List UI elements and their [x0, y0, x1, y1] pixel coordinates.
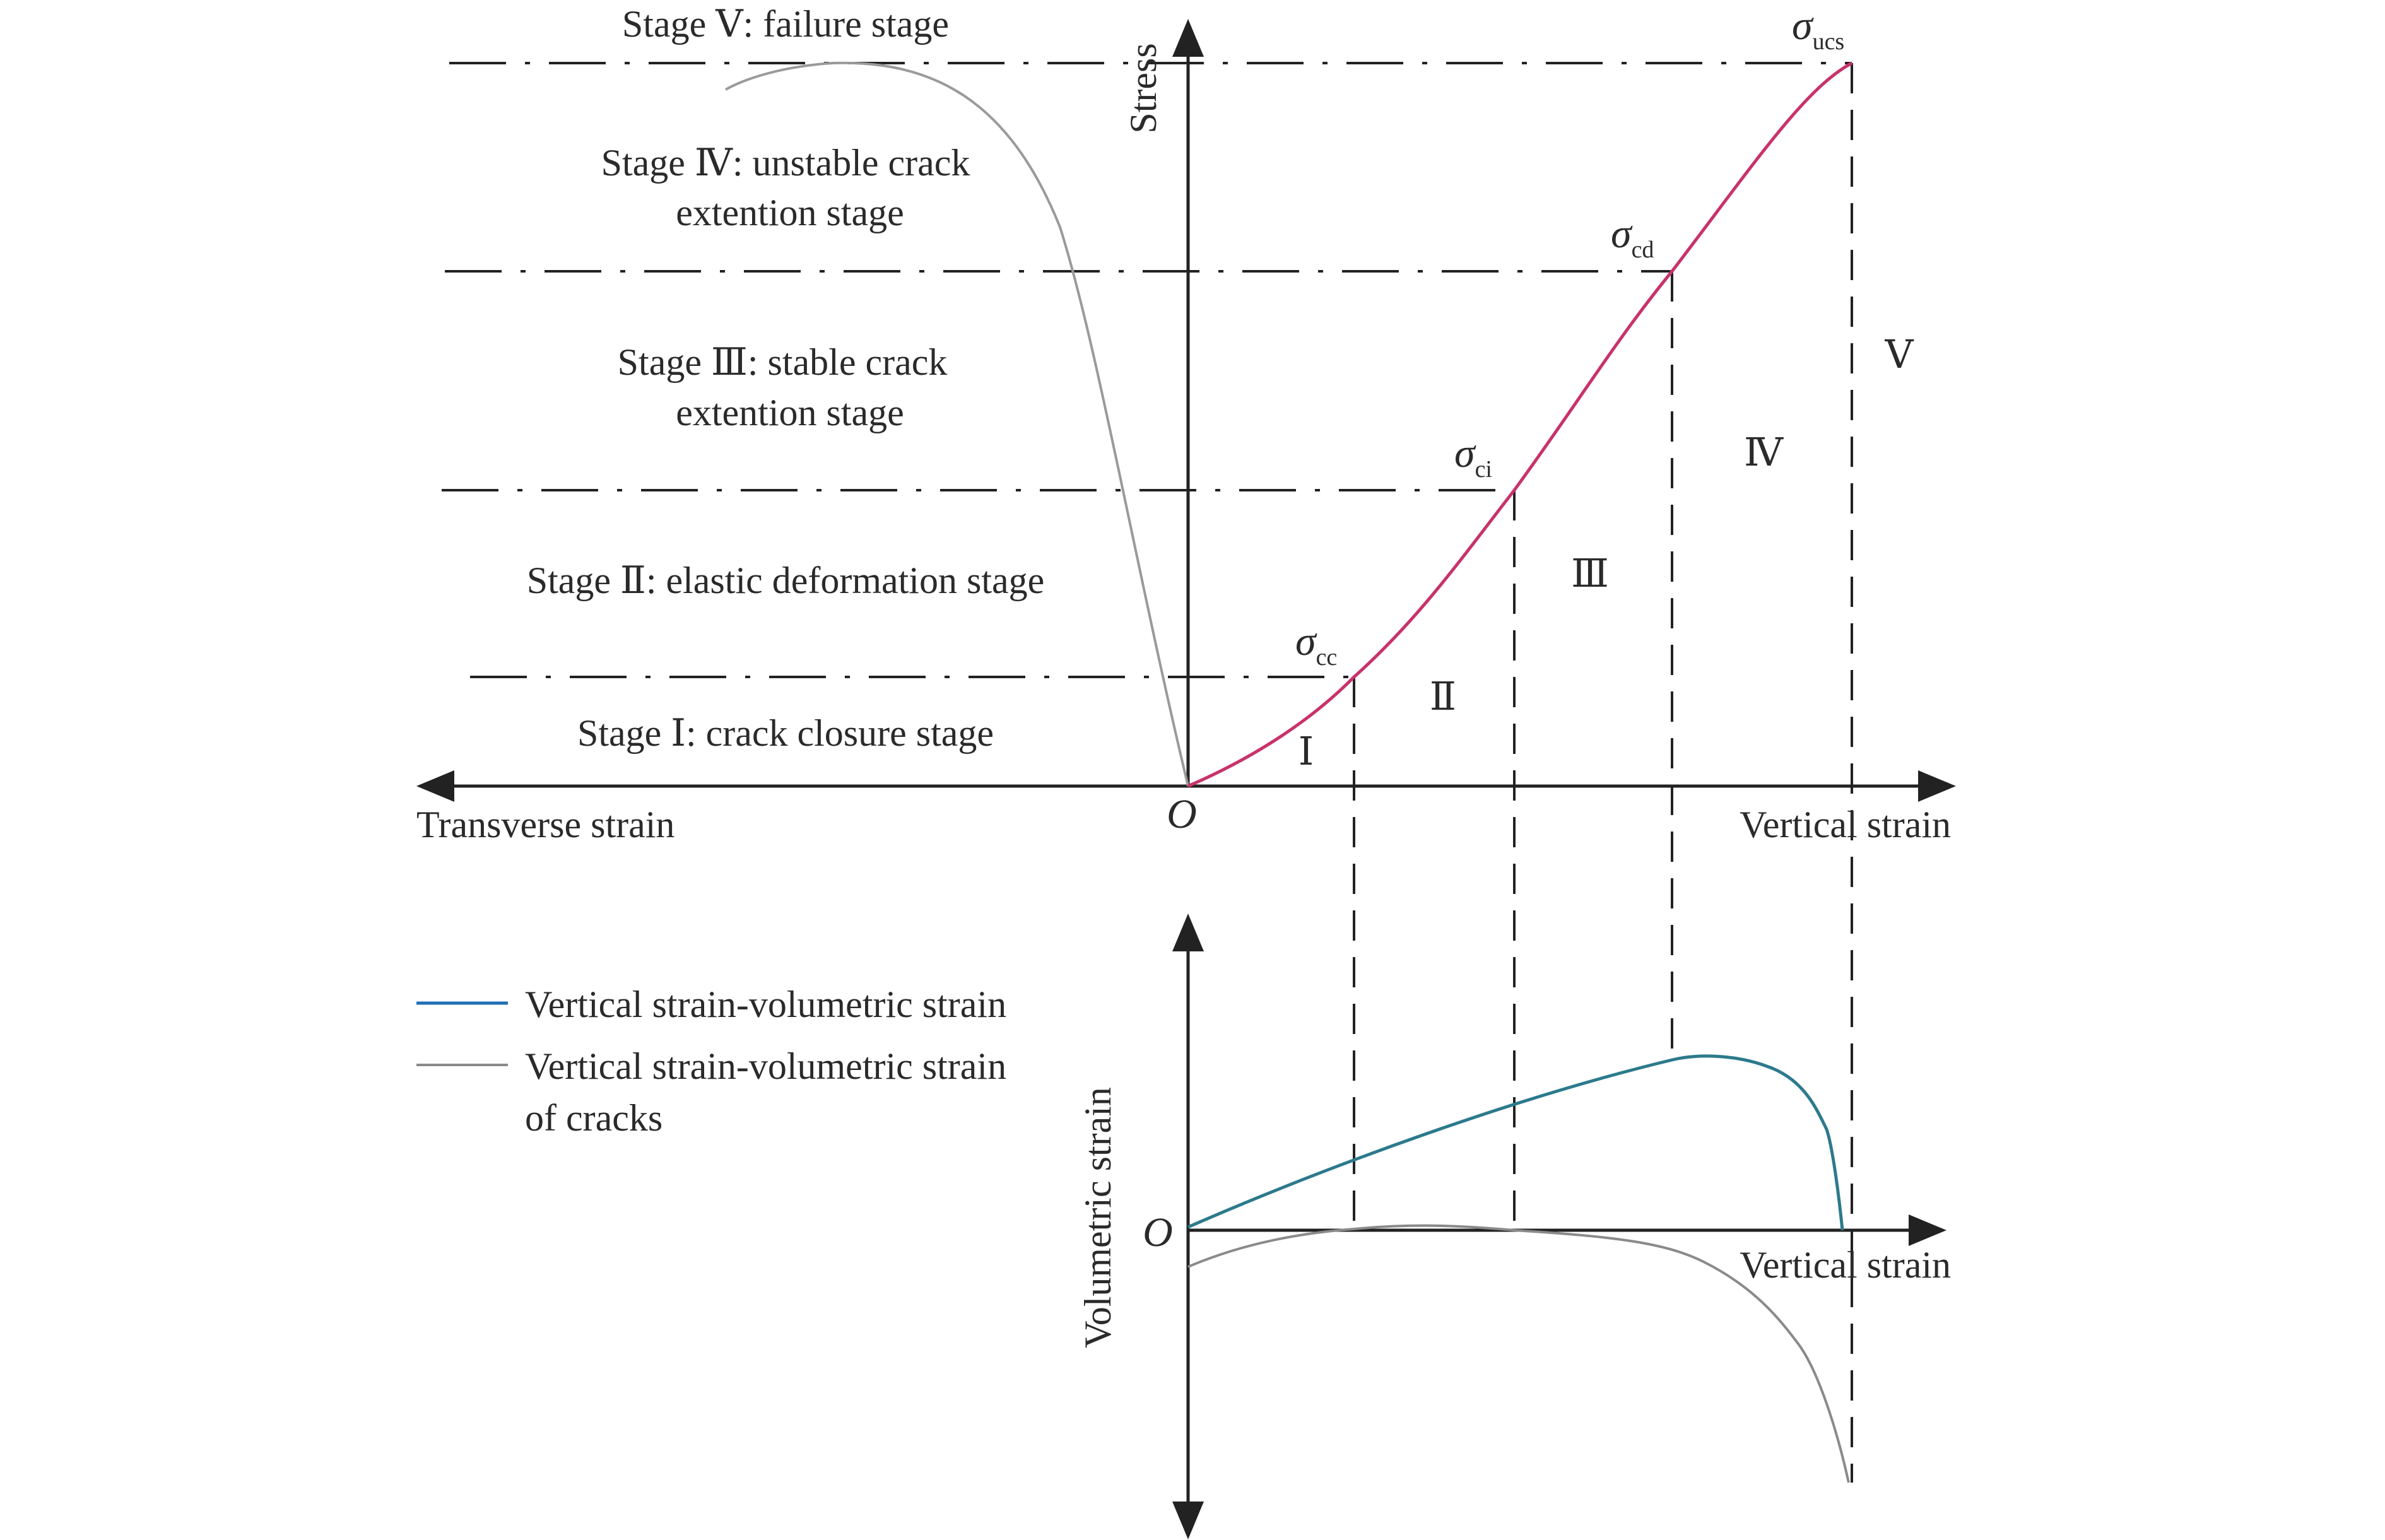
stage-i-label: Stage Ⅰ: crack closure stage	[577, 712, 994, 754]
region-i-numeral: Ⅰ	[1298, 731, 1314, 773]
stage-iv-label-2: extention stage	[676, 192, 904, 233]
legend-crack-label: Vertical strain-volumetric strain	[525, 1045, 1007, 1087]
region-iii-numeral: Ⅲ	[1571, 553, 1609, 596]
origin-bottom-label: O	[1143, 1209, 1173, 1255]
sigma-cc-label: $\sigma_{cc}$	[1295, 618, 1338, 671]
sigma-ci-label: $\sigma_{ci}$	[1454, 430, 1492, 483]
stage-ii-label: Stage Ⅱ: elastic deformation stage	[526, 560, 1045, 601]
vertical-strain-label: Vertical strain	[1740, 804, 1951, 845]
transverse-strain-label: Transverse strain	[416, 804, 675, 845]
volumetric-strain-axis-label: Volumetric strain	[1077, 1087, 1119, 1348]
stage-v-label: Stage Ⅴ: failure stage	[621, 3, 950, 45]
stage-iv-label: Stage Ⅳ: unstable crack	[601, 142, 970, 184]
legend-volumetric-label: Vertical strain-volumetric strain	[525, 984, 1007, 1025]
sigma-ucs-label: $\sigma_{ucs}$	[1792, 3, 1845, 55]
region-iv-numeral: Ⅳ	[1744, 432, 1783, 474]
origin-top-label: O	[1167, 791, 1197, 837]
bottom-vertical-strain-label: Vertical strain	[1740, 1244, 1951, 1286]
region-v-numeral: Ⅴ	[1885, 334, 1914, 377]
region-ii-numeral: Ⅱ	[1429, 676, 1457, 719]
stage-iii-label-2: extention stage	[676, 392, 904, 433]
stress-axis-label: Stress	[1122, 43, 1164, 134]
sigma-cd-label: $\sigma_{cd}$	[1611, 211, 1654, 263]
legend-crack-label-2: of cracks	[525, 1097, 663, 1139]
legend	[416, 984, 1006, 1139]
stage-iii-label: Stage Ⅲ: stable crack	[617, 341, 948, 383]
